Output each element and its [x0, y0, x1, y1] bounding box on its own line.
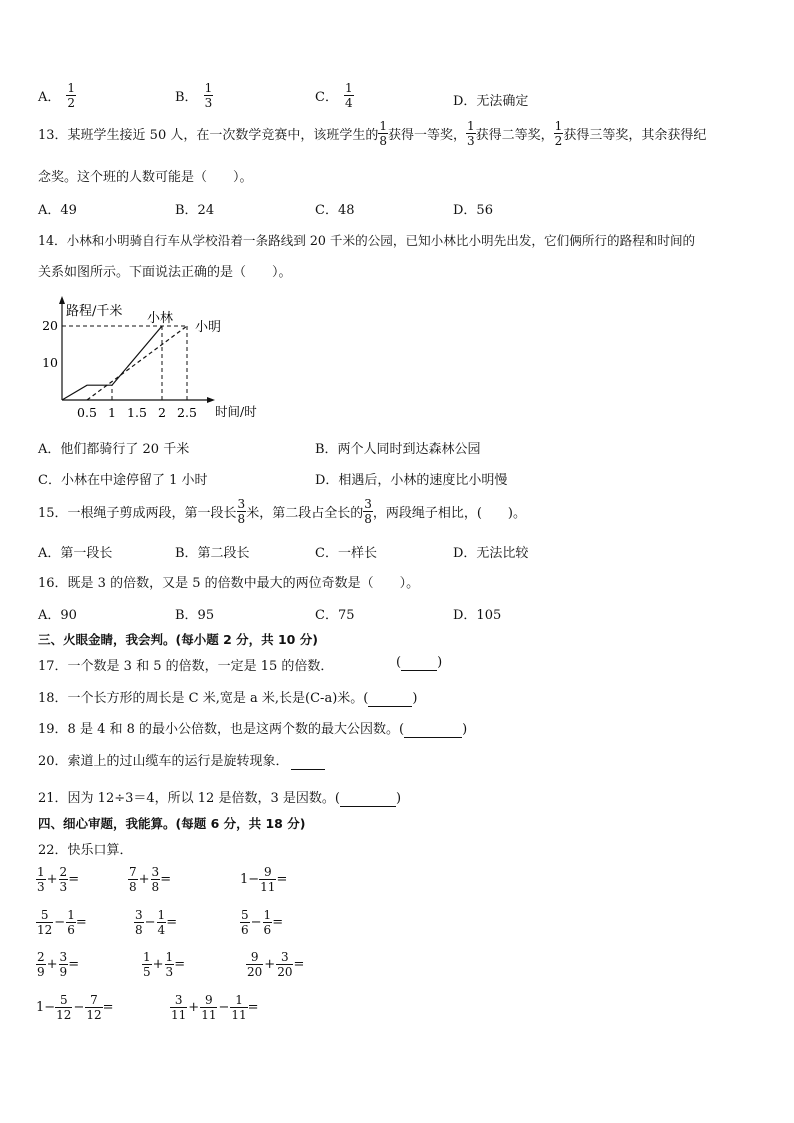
- x-tick-label: 1: [108, 405, 116, 420]
- q21-answer-blank[interactable]: [340, 791, 396, 807]
- calc-expression-6: $\frac{5}{6}$ − $\frac{1}{6}$ =: [241, 908, 284, 937]
- x-tick-label: 2: [158, 405, 166, 420]
- series-line-xiaolin: [62, 326, 162, 400]
- calc-expression-4: $\frac{5}{12}$ − $\frac{1}{6}$ =: [37, 908, 87, 937]
- q16-option-c[interactable]: C．75: [315, 608, 355, 623]
- q15-option-b[interactable]: B．第二段长: [175, 546, 250, 561]
- q18-answer-blank[interactable]: [368, 691, 412, 707]
- fraction: $\frac{1}{3}$: [467, 119, 475, 148]
- q14-option-b[interactable]: B．两个人同时到达森林公园: [315, 442, 481, 457]
- option-label: C．: [315, 90, 338, 105]
- q14-stem-line1: 14．小林和小明骑自行车从学校沿着一条路线到 20 千米的公园，已知小林比小明先出发，它们俩所行的路程和时间的: [38, 233, 696, 248]
- section-3-heading: 三、火眼金睛，我会判。(每小题 2 分，共 10 分): [38, 632, 318, 647]
- series-label-xiaoming: 小明: [195, 320, 222, 335]
- q18-stem: 18．一个长方形的周长是 C 米,宽是 a 米,长是(C-a)米。( ): [38, 691, 418, 706]
- series-line-xiaoming: [87, 326, 187, 400]
- calc-expression-3: 1− $\frac{9}{11}$ =: [240, 865, 288, 894]
- q12-option-a[interactable]: [38, 82, 76, 109]
- distance-time-chart: [30, 295, 290, 425]
- q15-option-c[interactable]: C．一样长: [315, 546, 377, 561]
- q13-stem-line2: 念奖。这个班的人数可能是（ ）。: [38, 170, 253, 185]
- calc-expression-2: $\frac{7}{8}$ + $\frac{3}{8}$ =: [129, 865, 172, 894]
- q16-option-b[interactable]: B．95: [175, 608, 215, 623]
- y-axis-label: 路程/千米: [66, 304, 123, 319]
- q15-option-d[interactable]: D．无法比较: [453, 546, 529, 561]
- q13-option-a[interactable]: A．49: [38, 203, 77, 218]
- option-label: A．: [38, 90, 61, 105]
- x-tick-label: 2.5: [177, 405, 197, 420]
- fraction: $\frac{1}{3}$: [204, 81, 213, 110]
- y-tick-label: 10: [42, 355, 58, 370]
- calc-expression-11: $\frac{3}{11}$ + $\frac{9}{11}$ − $\frac{1}{11}$ =: [171, 993, 259, 1022]
- q20-stem: 20．索道上的过山缆车的运行是旋转现象．: [38, 750, 325, 770]
- calc-expression-5: $\frac{3}{8}$ − $\frac{1}{4}$ =: [135, 908, 178, 937]
- y-tick-label: 20: [42, 318, 58, 333]
- q19-stem: 19．8 是 4 和 8 的最小公倍数，也是这两个数的最大公因数。( ): [38, 722, 468, 737]
- q15-stem: 15．一根绳子剪成两段，第一段长 $\frac{3}{8}$ 米，第二段占全长的 $\frac{3}{8}$ ，两段绳子相比，( )。: [38, 497, 526, 526]
- calc-expression-1: $\frac{1}{3}$ + $\frac{2}{3}$ =: [37, 865, 80, 894]
- x-tick-label: 1.5: [127, 405, 147, 420]
- q12-option-b[interactable]: [175, 82, 213, 109]
- fraction: $\frac{3}{8}$: [364, 497, 372, 526]
- q17-stem: 17．一个数是 3 和 5 的倍数，一定是 15 的倍数．: [38, 659, 334, 674]
- q19-answer-blank[interactable]: [404, 722, 462, 738]
- q15-option-a[interactable]: A．第一段长: [38, 546, 113, 561]
- x-tick-label: 0.5: [77, 405, 97, 420]
- fraction: $\frac{1}{4}$: [344, 81, 353, 110]
- q21-stem: 21．因为 12÷3＝4，所以 12 是倍数，3 是因数。( ): [38, 791, 402, 806]
- calc-expression-7: $\frac{2}{9}$ + $\frac{3}{9}$ =: [37, 950, 80, 979]
- calc-expression-10: 1− $\frac{5}{12}$ − $\frac{7}{12}$ =: [36, 993, 114, 1022]
- q17-answer-blank[interactable]: ( ): [396, 655, 443, 670]
- q14-option-d[interactable]: D．相遇后，小林的速度比小明慢: [315, 473, 508, 488]
- q22-stem: 22．快乐口算．: [38, 843, 133, 858]
- x-axis-label: 时间/时: [215, 404, 257, 419]
- y-axis-arrow-icon: [59, 296, 65, 304]
- fraction: $\frac{3}{8}$: [237, 497, 246, 526]
- fraction: $\frac{1}{2}$: [554, 119, 563, 148]
- q16-option-a[interactable]: A．90: [38, 608, 77, 623]
- q12-option-c[interactable]: [315, 82, 354, 109]
- q13-option-b[interactable]: B．24: [175, 203, 215, 218]
- series-label-xiaolin: 小林: [147, 311, 174, 326]
- q14-option-c[interactable]: C．小林在中途停留了 1 小时: [38, 473, 208, 488]
- fraction: $\frac{1}{8}$: [379, 119, 387, 148]
- x-axis-arrow-icon: [207, 397, 215, 403]
- q14-stem-line2: 关系如图所示。下面说法正确的是（ ）。: [38, 265, 292, 280]
- q13-option-c[interactable]: C．48: [315, 203, 355, 218]
- q16-option-d[interactable]: D．105: [453, 608, 502, 623]
- q13-stem-line1: 13．某班学生接近 50 人，在一次数学竞赛中，该班学生的 $\frac{1}{8}$ 获得一等奖， $\frac{1}{3}$ 获得二等奖， $\frac{1}{2}$ 获得三等奖，其余获得纪: [38, 119, 707, 148]
- fraction: $\frac{1}{2}$: [67, 81, 76, 110]
- calc-expression-8: $\frac{1}{5}$ + $\frac{1}{3}$ =: [143, 950, 186, 979]
- q14-option-a[interactable]: A．他们都骑行了 20 千米: [38, 442, 190, 457]
- q13-option-d[interactable]: D．56: [453, 203, 493, 218]
- q16-stem: 16．既是 3 的倍数，又是 5 的倍数中最大的两位奇数是（ ）。: [38, 576, 420, 591]
- option-label: B．: [175, 90, 198, 105]
- section-4-heading: 四、细心审题，我能算。(每题 6 分，共 18 分): [38, 816, 306, 831]
- q20-answer-blank[interactable]: [291, 754, 325, 770]
- q12-option-d[interactable]: D．无法确定: [453, 94, 529, 109]
- calc-expression-9: $\frac{9}{20}$ + $\frac{3}{20}$ =: [247, 950, 305, 979]
